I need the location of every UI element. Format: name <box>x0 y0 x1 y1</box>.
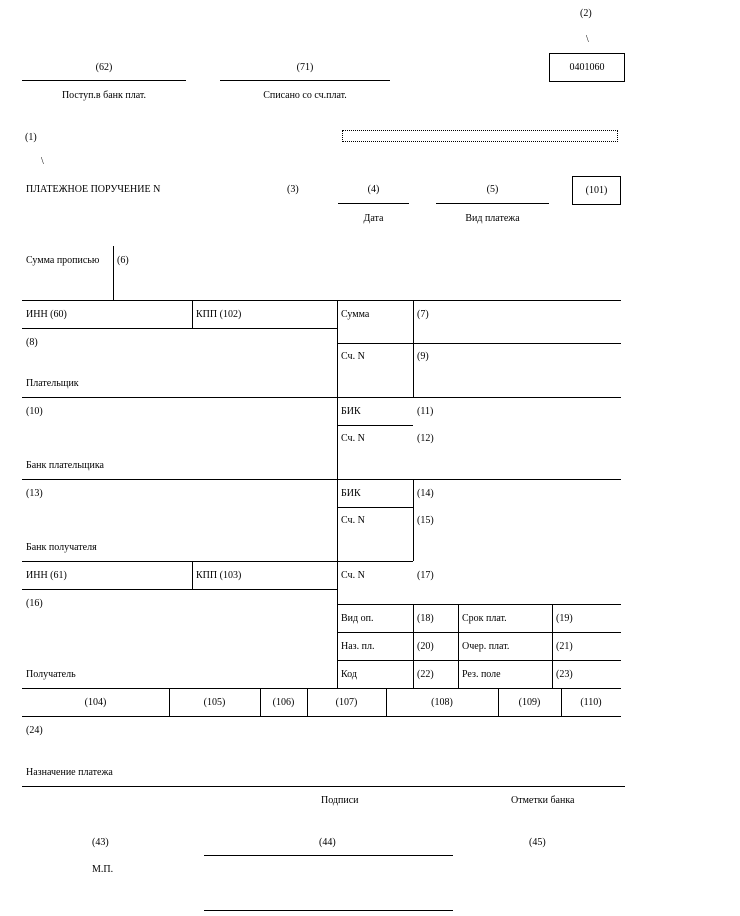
field-101-mark: (101) <box>585 185 608 196</box>
divider <box>337 604 621 605</box>
field-44-mark: (44) <box>319 837 336 848</box>
field-10-mark: (10) <box>26 406 43 417</box>
field-4-mark: (4) <box>367 184 380 195</box>
sum-label: Сумма <box>341 309 370 320</box>
payer-bik-label: БИК <box>341 406 361 417</box>
payment-type-line[interactable] <box>436 203 549 204</box>
divider <box>192 561 193 589</box>
divider <box>22 688 621 689</box>
field-13-mark: (13) <box>26 488 43 499</box>
field-8-mark: (8) <box>26 337 38 348</box>
received-date-line[interactable] <box>22 80 186 81</box>
divider <box>22 300 621 301</box>
payer-account-label: Сч. N <box>341 351 365 362</box>
divider <box>192 300 193 328</box>
signatures-label: Подписи <box>321 795 359 806</box>
budget-field-108[interactable]: (108) <box>431 697 453 708</box>
code-label: Код <box>341 669 357 680</box>
payment-term-label: Срок плат. <box>462 613 507 624</box>
field-11-mark: (11) <box>417 406 434 417</box>
divider <box>22 328 337 329</box>
payment-order-label: Очер. плат. <box>462 641 510 652</box>
field-24-mark: (24) <box>26 725 43 736</box>
divider <box>113 246 114 300</box>
field-71-mark: (71) <box>296 62 314 73</box>
budget-field-110[interactable]: (110) <box>580 697 602 708</box>
budget-field-106[interactable]: (106) <box>272 697 295 708</box>
field-45-mark: (45) <box>529 837 546 848</box>
debited-date-line[interactable] <box>220 80 390 81</box>
received-label: Поступ.в банк плат. <box>61 90 147 101</box>
payer-label: Плательщик <box>26 378 79 389</box>
sum-words-label: Сумма прописью <box>26 255 100 266</box>
field-1-mark: (1) <box>25 132 37 143</box>
divider <box>22 786 625 787</box>
recipient-kpp-label: КПП (103) <box>196 570 242 581</box>
budget-field-105[interactable]: (105) <box>203 697 226 708</box>
backslash-mark: \ <box>586 34 589 45</box>
recipient-inn-label: ИНН (61) <box>26 570 67 581</box>
field-43-mark: (43) <box>92 837 109 848</box>
field-19-mark: (19) <box>556 613 573 624</box>
page-title: ПЛАТЕЖНОЕ ПОРУЧЕНИЕ N <box>26 184 161 195</box>
budget-field-109[interactable]: (109) <box>518 697 541 708</box>
signature-line-2[interactable] <box>204 910 453 911</box>
field-23-mark: (23) <box>556 669 573 680</box>
field-22-mark: (22) <box>417 669 434 680</box>
divider <box>552 604 553 688</box>
form-code-box <box>549 53 625 82</box>
field-21-mark: (21) <box>556 641 573 652</box>
recipient-bank-label: Банк получателя <box>26 542 97 553</box>
divider <box>22 397 621 398</box>
form-code: 0401060 <box>569 62 605 73</box>
field-9-mark: (9) <box>417 351 429 362</box>
field-6-mark: (6) <box>117 255 129 266</box>
payer-bank-account-label: Сч. N <box>341 433 365 444</box>
payer-kpp-label: КПП (102) <box>196 309 242 320</box>
field-2-mark: (2) <box>580 8 592 19</box>
divider <box>22 589 337 590</box>
dotted-field[interactable] <box>342 130 618 142</box>
backslash-mark: \ <box>41 156 44 167</box>
bank-marks-label: Отметки банка <box>511 795 575 806</box>
field-16-mark: (16) <box>26 598 43 609</box>
divider <box>337 507 413 508</box>
field-62-mark: (62) <box>95 62 113 73</box>
signature-line-1[interactable] <box>204 855 453 856</box>
field-3-mark: (3) <box>287 184 299 195</box>
field-7-mark: (7) <box>417 309 429 320</box>
operation-type-label: Вид оп. <box>341 613 374 624</box>
debited-label: Списано со сч.плат. <box>263 90 347 101</box>
budget-field-107[interactable]: (107) <box>335 697 358 708</box>
recipient-bank-account-label: Сч. N <box>341 515 365 526</box>
purpose-label: Назначение платежа <box>26 767 113 778</box>
recipient-label: Получатель <box>26 669 76 680</box>
divider <box>22 716 621 717</box>
field-14-mark: (14) <box>417 488 434 499</box>
payer-bank-label: Банк плательщика <box>26 460 104 471</box>
field-20-mark: (20) <box>417 641 434 652</box>
reserve-field-label: Рез. поле <box>462 669 501 680</box>
divider <box>22 479 621 480</box>
payment-type-label: Вид платежа <box>465 213 520 224</box>
divider <box>413 479 414 561</box>
stamp-label: М.П. <box>92 864 114 875</box>
field-12-mark: (12) <box>417 433 434 444</box>
status-box[interactable] <box>572 176 621 205</box>
recipient-account-label: Сч. N <box>341 570 365 581</box>
payer-inn-label: ИНН (60) <box>26 309 67 320</box>
field-18-mark: (18) <box>417 613 434 624</box>
divider <box>413 300 414 397</box>
purpose-code-label: Наз. пл. <box>341 641 375 652</box>
divider <box>413 604 414 688</box>
recipient-bik-label: БИК <box>341 488 361 499</box>
divider <box>337 632 621 633</box>
divider <box>337 425 413 426</box>
divider <box>22 561 413 562</box>
field-5-mark: (5) <box>486 184 499 195</box>
field-17-mark: (17) <box>417 570 434 581</box>
divider <box>337 660 621 661</box>
divider <box>337 300 338 688</box>
divider <box>458 604 459 688</box>
budget-field-104[interactable]: (104) <box>84 697 107 708</box>
divider <box>337 343 621 344</box>
date-label: Дата <box>363 213 384 224</box>
field-15-mark: (15) <box>417 515 434 526</box>
date-line[interactable] <box>338 203 409 204</box>
